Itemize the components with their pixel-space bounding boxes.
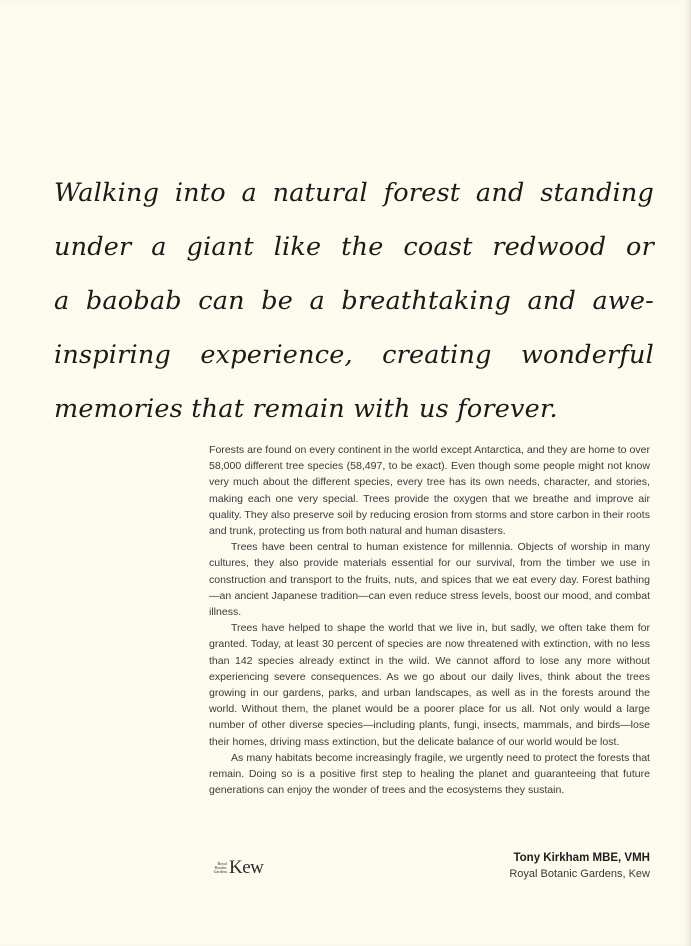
paragraph: Trees have helped to shape the world that we live in, but sadly, we often take them for granted. Today, at least 30 percent of species are now threatened with extinction, with no less than 142 species already extinct in the wild. We cannot afford to lose any more without experiencing severe consequences. As we go about our daily lives, think about the trees growing in our gardens, parks, and urban landscapes, as well as in the forests around the world. Without them, the planet would be a poorer place for us all. Not only would a large number of other diverse species—including plants, fungi, insects, mammals, and birds—lose their homes, driving mass extinction, but the delicate balance of our world would be lost. xyxy=(209,622,650,748)
pull-quote-line: under a giant like the coast redwood or xyxy=(54,232,654,262)
kew-logo-word: Kew xyxy=(229,857,264,878)
paragraph: Forests are found on every continent in the world except Antarctica, and they are home to over 58,000 different tree species (58,497, to be exact). Even though some people might not know very much about the different species, every tree has its own needs, character, and stories, making each one very special. Trees provide the oxygen that we breathe and improve air quality. They also preserve soil by reducing erosion from storms and store carbon in their roots and trunk, protecting us from both natural and human disasters. xyxy=(209,444,650,538)
kew-logo xyxy=(205,858,263,878)
author-credit xyxy=(509,850,650,883)
pull-quote xyxy=(54,166,654,436)
kew-logo-line: Gardens xyxy=(213,869,227,875)
paragraph: Trees have been central to human existence for millennia. Objects of worship in many cultures, they also provide materials essential for our survival, from the timber we use in construction and transport to the fruits, nuts, and spices that we eat every day. Forest bathing—an ancient Japanese tradition—can even reduce stress levels, boost our mood, and combat illness. xyxy=(209,541,650,619)
body-text xyxy=(209,442,650,798)
kew-logo-small-text xyxy=(205,862,227,875)
pull-quote-line: inspiring experience, creating wonderful xyxy=(54,340,654,370)
pull-quote-line: Walking into a natural forest and standing xyxy=(54,178,654,208)
paragraph: As many habitats become increasingly fragile, we urgently need to protect the forests that remain. Doing so is a positive first step to healing the planet and guaranteeing that future generations can enjoy the wonder of trees and the ecosystems they sustain. xyxy=(209,751,650,797)
kew-logo-line: Royal xyxy=(217,860,227,866)
pull-quote-line: a baobab can be a breathtaking and awe- xyxy=(54,286,654,316)
footer xyxy=(200,850,650,890)
author-name: Tony Kirkham MBE, VMH xyxy=(513,852,650,864)
kew-logo-line: Botanic xyxy=(214,864,227,870)
author-organization: Royal Botanic Gardens, Kew xyxy=(509,868,650,880)
pull-quote-line: memories that remain with us forever. xyxy=(54,394,558,424)
